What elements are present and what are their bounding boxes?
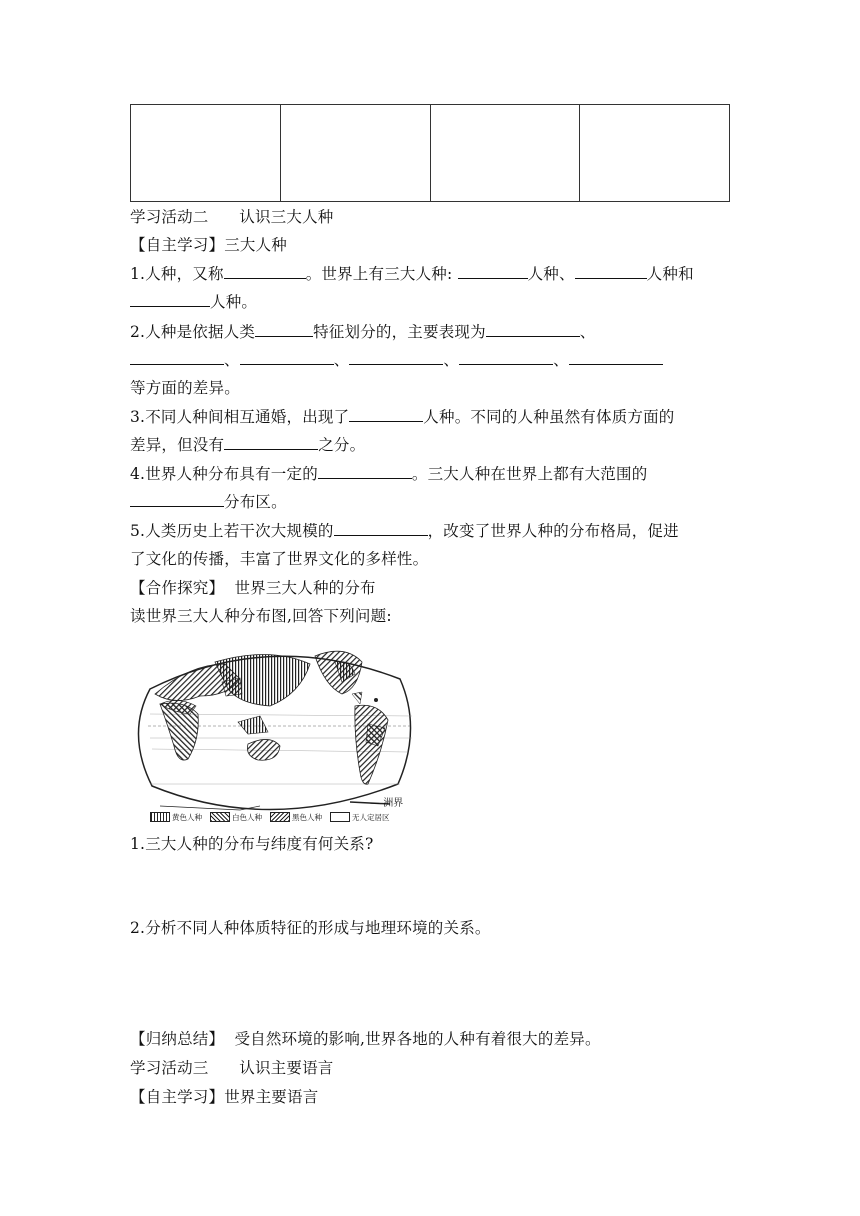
q2-text-b: 特征划分的，主要表现为 <box>313 323 486 341</box>
fill-blank[interactable] <box>255 321 313 337</box>
legend-yellow-race <box>150 812 202 823</box>
fill-blank[interactable] <box>458 263 528 279</box>
question-3-line2 <box>130 433 365 457</box>
fill-blank[interactable] <box>130 291 210 307</box>
fill-blank[interactable] <box>224 434 318 450</box>
q1-text-a: 1.人种，又称 <box>130 265 224 283</box>
question-4-line2 <box>130 490 287 514</box>
legend-black-race <box>270 812 322 823</box>
empty-swatch-icon <box>330 812 350 822</box>
question-5-line2: 了文化的传播，丰富了世界文化的多样性。 <box>130 550 429 568</box>
q1-text-c: 人种、 <box>527 265 575 283</box>
question-1-line2 <box>130 290 257 314</box>
q1-text-d: 人种和 <box>646 265 694 283</box>
fill-blank[interactable] <box>334 520 428 536</box>
q2-text-c: 、 <box>579 323 596 341</box>
map-legend <box>150 810 410 824</box>
fill-blank[interactable] <box>349 349 443 365</box>
q4-text-c: 分布区。 <box>224 493 287 511</box>
table-cell[interactable] <box>580 105 730 202</box>
q5-text-a: 5.人类历史上若干次大规模的 <box>130 522 334 540</box>
question-5-line1 <box>130 519 679 543</box>
q3-text-b: 人种。不同的人种虽然有体质方面的 <box>423 408 675 426</box>
fill-blank[interactable] <box>224 263 306 279</box>
map-question-1: 1.三大人种的分布与纬度有何关系? <box>130 835 374 853</box>
q4-text-b: 。三大人种在世界上都有大范围的 <box>411 465 648 483</box>
separator: 、 <box>333 351 350 369</box>
reverse-diagonal-hatch-swatch-icon <box>270 812 290 822</box>
question-1-line1 <box>130 262 694 286</box>
separator: 、 <box>553 351 569 369</box>
fill-blank[interactable] <box>486 321 580 337</box>
question-2-line3: 等方面的差异。 <box>130 379 240 397</box>
table-row <box>131 105 730 202</box>
question-2-line1 <box>130 320 596 344</box>
fill-blank[interactable] <box>240 349 334 365</box>
legend-label: 无人定居区 <box>352 812 390 822</box>
table-cell[interactable] <box>131 105 281 202</box>
boundary-text: 洲界 <box>383 798 404 809</box>
activity3-heading: 学习活动三 认识主要语言 <box>130 1059 334 1077</box>
summary: 【归纳总结】 受自然环境的影响,世界各地的人种有着很大的差异。 <box>130 1030 601 1048</box>
diagonal-hatch-swatch-icon <box>210 812 230 822</box>
vertical-hatch-swatch-icon <box>150 812 170 822</box>
question-3-line1 <box>130 405 675 429</box>
map-boundary-label: — 洲界 <box>370 798 404 809</box>
fill-blank[interactable] <box>569 349 663 365</box>
fill-blank[interactable] <box>459 349 553 365</box>
q2-text-a: 2.人种是依据人类 <box>130 323 256 341</box>
separator: 、 <box>224 351 240 369</box>
q3-text-d: 之分。 <box>318 436 366 454</box>
fill-blank[interactable] <box>130 491 224 507</box>
question-2-line2 <box>130 348 663 372</box>
legend-uninhabited <box>330 812 390 823</box>
answer-table <box>130 104 730 202</box>
q3-text-c: 差异，但没有 <box>130 436 225 454</box>
fill-blank[interactable] <box>130 349 224 365</box>
fill-blank[interactable] <box>349 406 423 422</box>
fill-blank[interactable] <box>575 263 647 279</box>
read-map-instruction: 读世界三大人种分布图,回答下列问题: <box>130 607 392 625</box>
q4-text-a: 4.世界人种分布具有一定的 <box>130 465 318 483</box>
table-cell[interactable] <box>280 105 430 202</box>
self-study-label: 【自主学习】三大人种 <box>130 236 288 254</box>
legend-white-race <box>210 812 262 823</box>
q1-text-e: 人种。 <box>210 293 258 311</box>
separator: 、 <box>443 351 460 369</box>
q3-text-a: 3.不同人种间相互通婚，出现了 <box>130 408 350 426</box>
table-cell[interactable] <box>430 105 580 202</box>
question-4-line1 <box>130 462 647 486</box>
fill-blank[interactable] <box>318 463 412 479</box>
legend-label: 黄色人种 <box>172 812 202 822</box>
q5-text-b: ，改变了世界人种的分布格局，促进 <box>427 522 679 540</box>
map-question-2: 2.分析不同人种体质特征的形成与地理环境的关系。 <box>130 919 491 937</box>
q1-text-b: 。世界上有三大人种: <box>305 265 458 283</box>
cooperative-label: 【合作探究】 世界三大人种的分布 <box>130 579 376 597</box>
legend-label: 白色人种 <box>232 812 262 822</box>
activity2-heading: 学习活动二 认识三大人种 <box>130 208 334 226</box>
activity3-self-study-label: 【自主学习】世界主要语言 <box>130 1088 319 1106</box>
legend-label: 黑色人种 <box>292 812 322 822</box>
